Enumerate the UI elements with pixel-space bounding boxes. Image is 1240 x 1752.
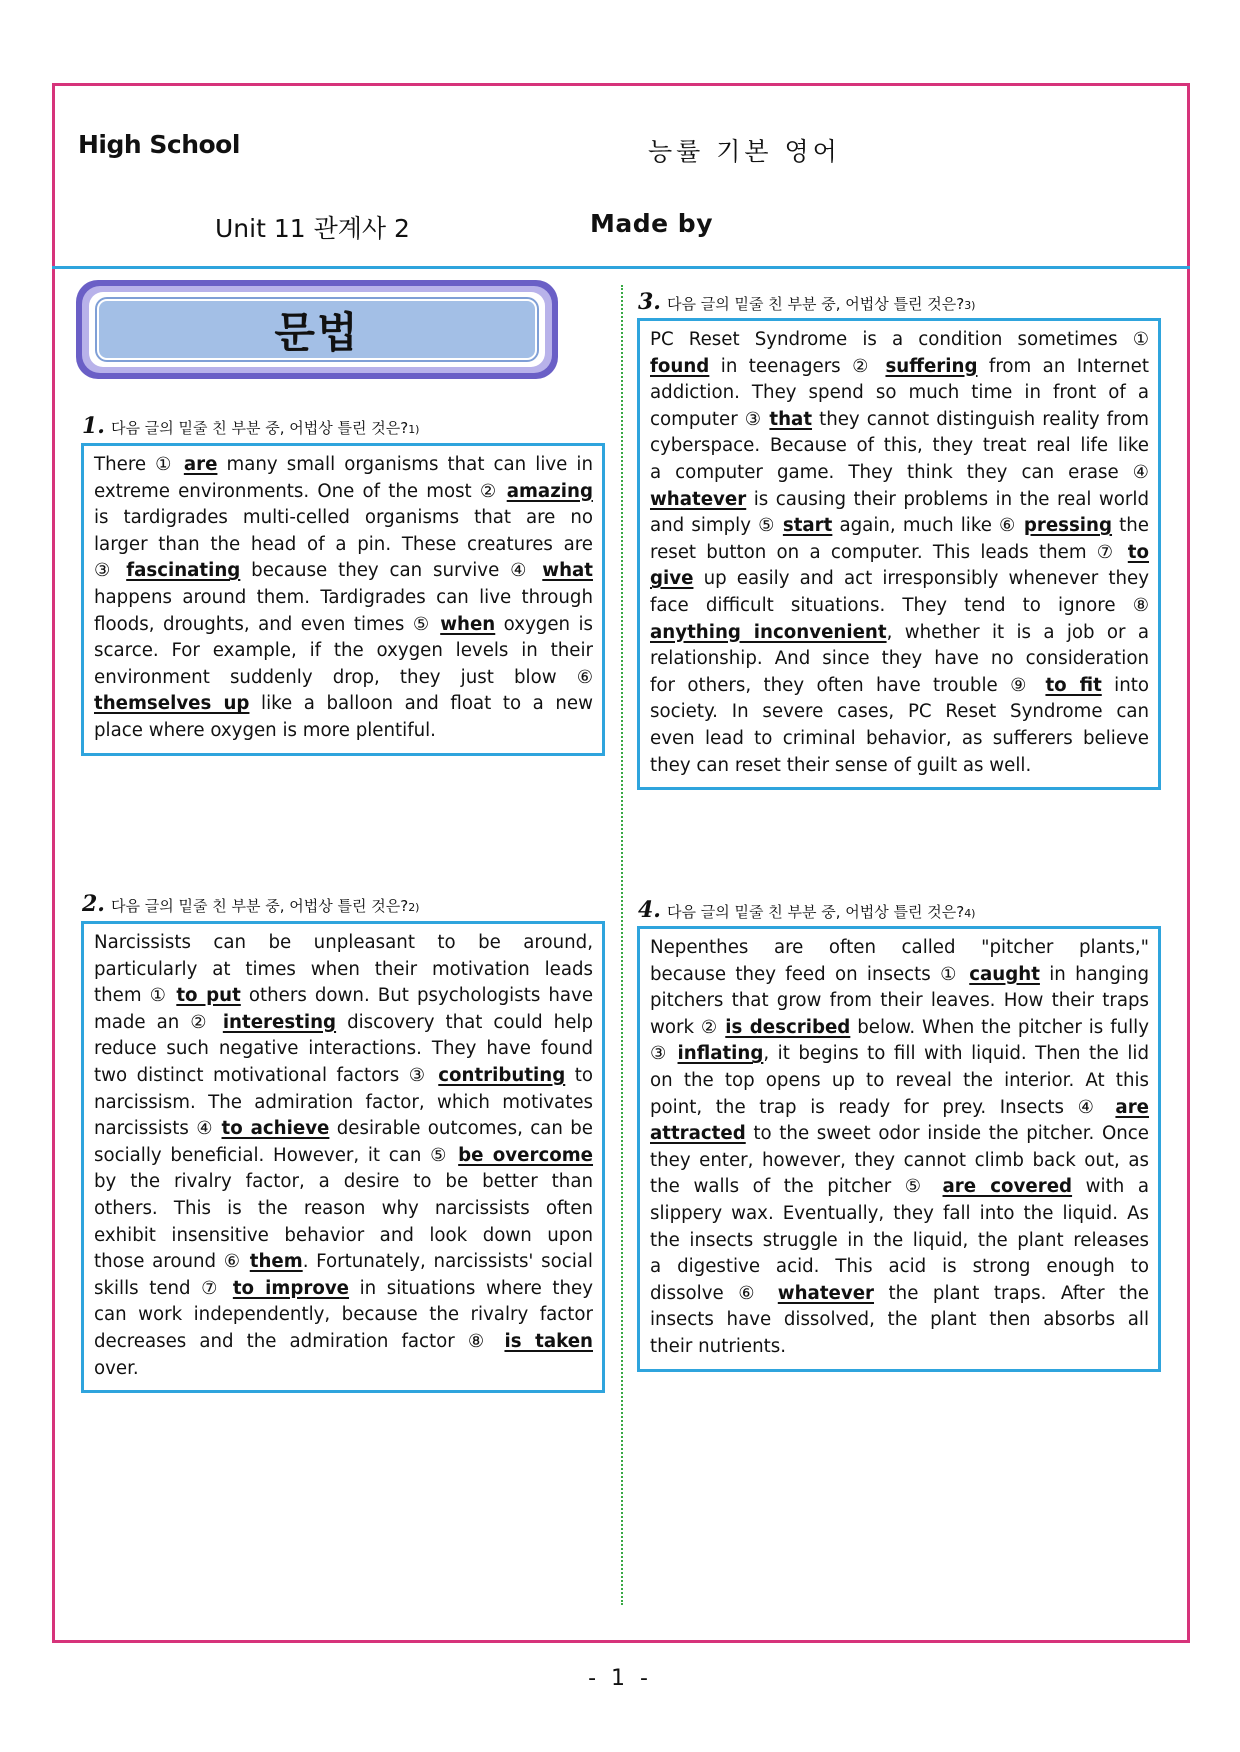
passage-text: a computer game. They think they can erase ④	[650, 461, 1149, 483]
passage-text: by the rivalry factor, a desire to be better than	[94, 1171, 593, 1193]
passage-text: others down. But psychologists have	[240, 985, 594, 1007]
made-by-label: Made by	[590, 209, 713, 238]
passage-text: them ①	[94, 985, 177, 1007]
underlined-choice: are	[183, 454, 218, 475]
passage-text: they cannot distinguish reality from	[812, 408, 1149, 430]
passage-text: place where oxygen is more plentiful.	[94, 719, 436, 741]
section-badge	[76, 280, 558, 379]
passage-text: skills tend ⑦	[94, 1277, 233, 1299]
passage-line	[650, 935, 1149, 962]
passage-text: point, the trap is ready for prey. Insects ④	[650, 1096, 1116, 1118]
passage-text: the plant traps. After the	[874, 1282, 1149, 1304]
passage-text: larger than the head of a pin. These creatures are	[94, 533, 593, 555]
passage-text: from an Internet	[977, 355, 1149, 377]
passage-line	[94, 1036, 593, 1063]
underlined-choice: are	[1115, 1096, 1149, 1118]
passage-line	[94, 1329, 593, 1356]
underlined-choice: to put	[176, 985, 241, 1007]
underlined-choice: fascinating	[126, 560, 241, 582]
passage-text: addiction. They spend so much time in front of a	[650, 382, 1149, 404]
passage-line	[650, 566, 1149, 593]
passage-line	[94, 1249, 593, 1276]
passage-text: like a balloon and float to a new	[249, 693, 593, 715]
passage-text: can work independently, because the rivalry factor	[94, 1304, 593, 1326]
question-number: 2.	[82, 891, 105, 917]
question-prompt: 다음 글의 밑줄 친 부분 중, 어법상 틀린 것은?	[110, 419, 409, 437]
underlined-choice: be overcome	[458, 1144, 594, 1166]
passage-line	[94, 1196, 593, 1223]
passage-text: oxygen is	[495, 613, 593, 635]
passage-text: many small organisms that can live in	[217, 454, 593, 475]
passage-text: happens around them. Tardigrades can live through	[94, 586, 593, 608]
header-rule	[52, 266, 1190, 269]
school-label: High School	[78, 130, 240, 159]
underlined-choice: are covered	[942, 1176, 1073, 1198]
page-number: - 1 -	[588, 1666, 652, 1691]
passage-line	[94, 479, 593, 506]
underlined-choice: start	[782, 515, 833, 537]
passage-line	[650, 460, 1149, 487]
passage-line	[650, 1281, 1149, 1308]
passage-line	[650, 726, 1149, 753]
passage-line	[94, 638, 593, 665]
footnote-marker: 1)	[408, 423, 420, 436]
passage-line	[94, 1302, 593, 1329]
underlined-choice: give	[650, 568, 694, 590]
passage-text: ③	[94, 560, 127, 582]
passage-text: even lead to criminal behavior, as sufferers believe	[650, 727, 1149, 749]
underlined-choice: to achieve	[221, 1118, 330, 1140]
passage-text: they enter, however, they cannot climb back out, as	[650, 1149, 1149, 1171]
passage-line	[650, 673, 1149, 700]
question-4-passage	[637, 926, 1161, 1372]
question-3-passage	[637, 318, 1161, 790]
passage-text: the walls of the pitcher ⑤	[650, 1176, 943, 1198]
passage-text: a digestive acid. This acid is strong enough to	[650, 1256, 1149, 1278]
passage-text: slippery wax. Eventually, they fall into the liquid. As	[650, 1202, 1149, 1224]
passage-text: over.	[94, 1357, 139, 1379]
passage-text: to	[565, 1064, 593, 1086]
passage-text: work ②	[650, 1016, 726, 1038]
passage-line	[650, 433, 1149, 460]
passage-text: face difficult situations. They tend to ignore ⑧	[650, 594, 1149, 616]
passage-line	[94, 1010, 593, 1037]
underlined-choice: contributing	[438, 1064, 566, 1086]
passage-text: the insects struggle in the liquid, the plant releases	[650, 1229, 1149, 1251]
passage-text: is causing their problems in the real world	[746, 488, 1149, 510]
passage-text: . Fortunately, narcissists' social	[302, 1251, 593, 1273]
passage-text: PC Reset Syndrome is a condition sometimes ①	[650, 329, 1149, 350]
passage-text: particularly at times when their motivation leads	[94, 958, 593, 980]
passage-text: again, much like ⑥	[832, 515, 1024, 537]
passage-text: desirable outcomes, can be	[329, 1118, 593, 1140]
passage-line	[650, 1307, 1149, 1334]
passage-line	[650, 1015, 1149, 1042]
passage-text: in situations where they	[349, 1277, 593, 1299]
passage-text: in teenagers ②	[709, 355, 886, 377]
passage-line	[94, 718, 593, 745]
passage-text: cyberspace. Because of this, they treat real life like	[650, 435, 1149, 457]
passage-line	[94, 983, 593, 1010]
passage-text: up easily and act irresponsibly whenever they	[693, 568, 1149, 590]
underlined-choice: whatever	[777, 1282, 875, 1304]
passage-line	[94, 585, 593, 612]
question-prompt: 다음 글의 밑줄 친 부분 중, 어법상 틀린 것은?	[666, 295, 965, 313]
underlined-choice: to	[1127, 541, 1149, 563]
passage-line	[650, 1121, 1149, 1148]
passage-text: scarce. For example, if the oxygen levels in their	[94, 640, 593, 662]
passage-line	[650, 646, 1149, 673]
passage-text: decreases and the admiration factor ⑧	[94, 1330, 505, 1352]
passage-text: socially beneficial. However, it can ⑤	[94, 1144, 459, 1166]
passage-text: Narcissists can be unpleasant to be around,	[94, 932, 593, 953]
passage-line	[94, 452, 593, 479]
underlined-choice: is taken	[504, 1330, 593, 1352]
passage-text: to the sweet odor inside the pitcher. Once	[745, 1123, 1149, 1145]
section-title: 문법	[274, 307, 360, 357]
underlined-choice: is described	[725, 1016, 851, 1038]
column-divider	[621, 285, 623, 1605]
underlined-choice: them	[249, 1251, 303, 1273]
underlined-choice: what	[542, 560, 593, 582]
underlined-choice: themselves up	[94, 693, 250, 715]
passage-text: narcissism. The admiration factor, which motivates	[94, 1091, 593, 1113]
passage-line	[94, 1116, 593, 1143]
passage-text: insects have dissolved, the plant then absorbs all	[650, 1309, 1149, 1331]
passage-line	[650, 1148, 1149, 1175]
passage-line	[94, 1143, 593, 1170]
passage-line	[650, 593, 1149, 620]
book-title: 능률 기본 영어	[648, 137, 841, 166]
passage-text: , it begins to fill with liquid. Then the lid	[763, 1043, 1149, 1065]
passage-line	[650, 1334, 1149, 1361]
passage-text: computer ③	[650, 408, 770, 430]
passage-line	[94, 505, 593, 532]
passage-line	[650, 753, 1149, 780]
underlined-choice: attracted	[650, 1123, 746, 1145]
passage-text: the	[1112, 515, 1149, 537]
passage-text: discovery that could help	[336, 1011, 593, 1033]
passage-text: , whether it is a job or a	[886, 621, 1149, 643]
passage-line	[94, 612, 593, 639]
passage-text: reset button on a computer. This leads them ⑦	[650, 541, 1128, 563]
passage-text: exhibit insensitive behavior and look down upon	[94, 1224, 593, 1246]
passage-line	[650, 1254, 1149, 1281]
passage-text: extreme environments. One of the most ②	[94, 480, 507, 502]
passage-text: their nutrients.	[650, 1335, 786, 1357]
question-prompt: 다음 글의 밑줄 친 부분 중, 어법상 틀린 것은?	[666, 903, 965, 921]
passage-line	[94, 1223, 593, 1250]
passage-text: reduce such negative interactions. They have found	[94, 1038, 593, 1060]
unit-title: Unit 11 관계사 2	[215, 214, 410, 243]
question-1-passage	[81, 443, 605, 756]
passage-text: into	[1101, 674, 1150, 696]
passage-line	[650, 1041, 1149, 1068]
passage-line	[650, 407, 1149, 434]
passage-line	[650, 699, 1149, 726]
underlined-choice: interesting	[222, 1011, 337, 1033]
passage-line	[94, 1169, 593, 1196]
passage-text: is tardigrades multi-celled organisms that are no	[94, 507, 593, 529]
passage-line	[650, 988, 1149, 1015]
question-number: 1.	[82, 413, 105, 439]
underlined-choice: pressing	[1023, 515, 1113, 537]
underlined-choice: whatever	[650, 488, 747, 510]
passage-line	[94, 532, 593, 559]
passage-line	[650, 354, 1149, 381]
passage-line	[650, 540, 1149, 567]
passage-text: made an ②	[94, 1011, 223, 1033]
underlined-choice: caught	[969, 963, 1040, 985]
passage-line	[650, 327, 1149, 354]
passage-text: with a	[1072, 1176, 1150, 1198]
passage-text: pitchers that grow from their leaves. How their traps	[650, 990, 1149, 1012]
footnote-marker: 2)	[408, 901, 420, 914]
passage-text: environment suddenly drop, they just blow ⑥	[94, 666, 593, 688]
underlined-choice: to improve	[232, 1277, 350, 1299]
passage-text: in hanging	[1039, 963, 1149, 985]
passage-text: because they can survive ④	[240, 560, 543, 582]
underlined-choice: to fit	[1045, 674, 1102, 696]
footnote-marker: 4)	[964, 907, 976, 920]
underlined-choice: anything inconvenient	[650, 621, 887, 643]
passage-line	[650, 1201, 1149, 1228]
passage-line	[650, 1095, 1149, 1122]
passage-line	[94, 691, 593, 718]
passage-text: dissolve ⑥	[650, 1282, 778, 1304]
passage-line	[650, 380, 1149, 407]
passage-line	[94, 1063, 593, 1090]
underlined-choice: found	[650, 355, 710, 377]
passage-text: narcissists ④	[94, 1118, 222, 1140]
passage-line	[650, 962, 1149, 989]
underlined-choice: inflating	[677, 1043, 764, 1065]
footnote-marker: 3)	[964, 299, 976, 312]
question-1-heading	[82, 413, 419, 439]
passage-text: society. In severe cases, PC Reset Syndrome can	[650, 701, 1149, 723]
passage-line	[650, 487, 1149, 514]
passage-text: others. This is the reason why narcissists often	[94, 1197, 593, 1219]
question-4-heading	[638, 897, 975, 923]
passage-line	[650, 1068, 1149, 1095]
passage-line	[94, 558, 593, 585]
passage-line	[94, 930, 593, 957]
passage-text: ③	[650, 1043, 678, 1065]
passage-text: because they feed on insects ①	[650, 963, 970, 985]
question-number: 3.	[638, 289, 661, 315]
passage-text: on the top opens up to reveal the interior. At this	[650, 1069, 1149, 1091]
passage-text: for others, they often have trouble ⑨	[650, 674, 1046, 696]
passage-line	[94, 1090, 593, 1117]
underlined-choice: that	[769, 408, 813, 430]
passage-text: There ①	[94, 454, 184, 475]
passage-text: two distinct motivational factors ③	[94, 1064, 439, 1086]
passage-line	[650, 1174, 1149, 1201]
underlined-choice: when	[440, 613, 496, 635]
passage-text: they can reset their sense of guilt as well.	[650, 754, 1032, 776]
question-3-heading	[638, 289, 975, 315]
passage-line	[650, 513, 1149, 540]
passage-text: Nepenthes are often called "pitcher plants,"	[650, 937, 1149, 958]
passage-line	[650, 620, 1149, 647]
passage-text: relationship. And since they have no consideration	[650, 648, 1149, 670]
passage-text: below. When the pitcher is fully	[850, 1016, 1149, 1038]
passage-text: those around ⑥	[94, 1251, 250, 1273]
question-number: 4.	[638, 897, 661, 923]
question-2-heading	[82, 891, 419, 917]
underlined-choice: suffering	[885, 355, 978, 377]
passage-text: floods, droughts, and even times ⑤	[94, 613, 441, 635]
passage-line	[94, 1356, 593, 1383]
passage-line	[650, 1228, 1149, 1255]
passage-text: and simply ⑤	[650, 515, 783, 537]
question-prompt: 다음 글의 밑줄 친 부분 중, 어법상 틀린 것은?	[110, 897, 409, 915]
passage-line	[94, 1276, 593, 1303]
question-2-passage	[81, 921, 605, 1393]
underlined-choice: amazing	[506, 480, 593, 502]
passage-line	[94, 665, 593, 692]
passage-line	[94, 957, 593, 984]
